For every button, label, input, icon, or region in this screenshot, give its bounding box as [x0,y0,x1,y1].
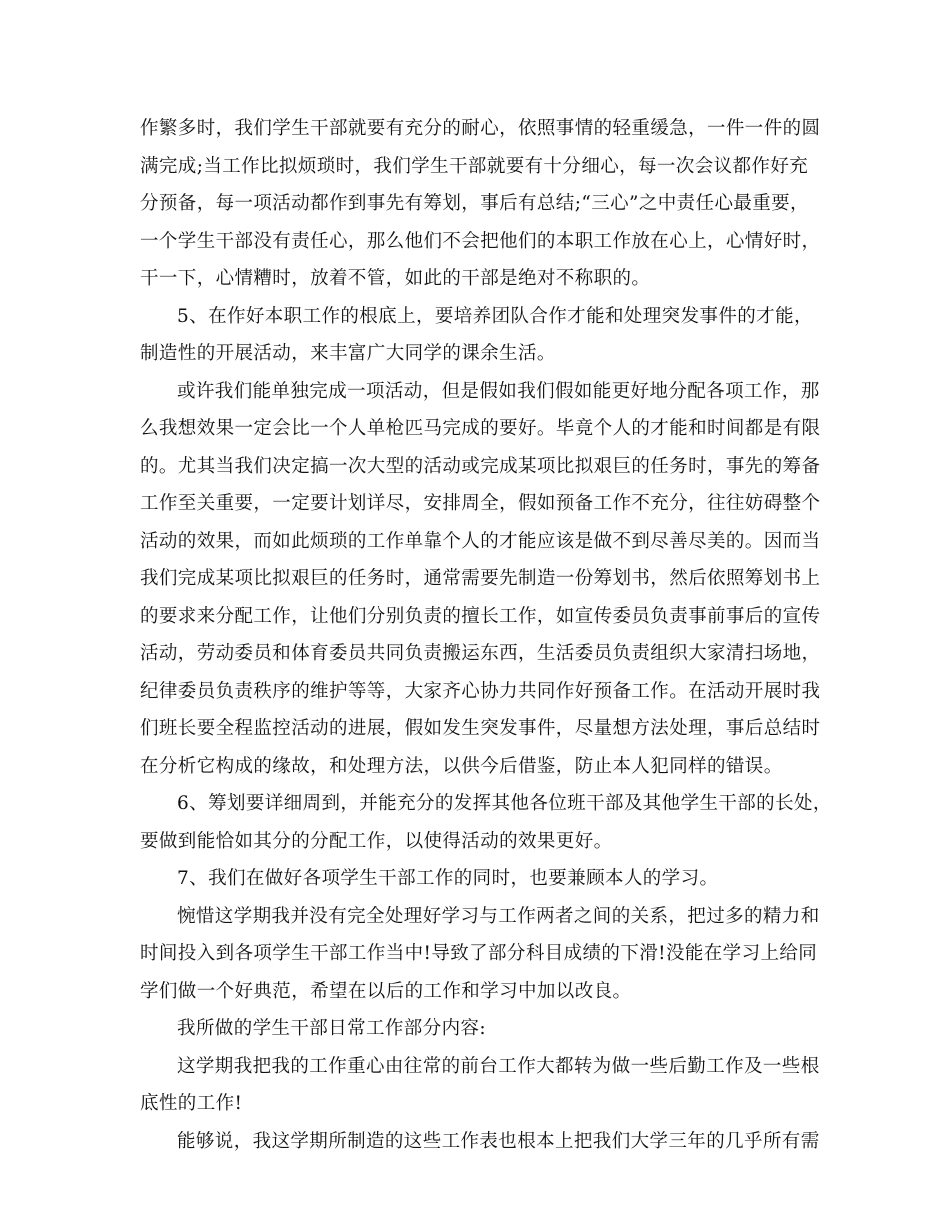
text-line: 作繁多时，我们学生干部就要有充分的耐心，依照事情的轻重缓急，一件一件的圆 [140,118,821,139]
text-line: 的。尤其当我们决定搞一次大型的活动或完成某项比拟艰巨的任务时，事先的筹备 [140,455,821,477]
text-line: 学们做一个好典范，希望在以后的工作和学习中加以改良。 [140,980,632,1002]
text-line: 惋惜这学期我并没有完全处理好学习与工作两者之间的关系，把过多的精力和 [177,905,820,927]
text-line: 活动，劳动委员和体育委员共同负责搬运东西，生活委员负责组织大家清扫场地， [140,643,821,664]
text-line: 底性的工作! [140,1093,243,1114]
text-line: 7、我们在做好各项学生干部工作的同时，也要兼顾本人的学习。 [177,868,719,889]
text-line: 或许我们能单独完成一项活动，但是假如我们假如能更好地分配各项工作，那 [177,380,820,402]
text-line: 工作至关重要，一定要计划详尽，安排周全，假如预备工作不充分，往往妨碍整个 [140,493,821,514]
text-line: 6、筹划要详细周到，并能充分的发挥其他各位班干部及其他学生干部的长处， [177,793,832,814]
text-line: 时间投入到各项学生干部工作当中!导致了部分科目成绩的下滑!没能在学习上给同 [140,943,818,964]
text-line: 一个学生干部没有责任心，那么他们不会把他们的本职工作放在心上，心情好时， [140,230,821,252]
text-line: 分预备，每一项活动都作到事先有筹划，事后有总结;“三心”之中责任心最重要， [140,193,809,214]
text-line: 纪律委员负责秩序的维护等等，大家齐心协力共同作好预备工作。在活动开展时我 [140,680,821,702]
text-line: 制造性的开展活动，来丰富广大同学的课余生活。 [140,343,556,364]
text-line: 我们完成某项比拟艰巨的任务时，通常需要先制造一份筹划书，然后依照筹划书上 [140,568,821,589]
text-line: 我所做的学生干部日常工作部分内容: [177,1018,487,1039]
document-body [140,110,832,1160]
text-line: 满完成;当工作比拟烦琐时，我们学生干部就要有十分细心，每一次会议都作好充 [140,155,809,177]
text-line: 活动的效果，而如此烦琐的工作单靠个人的才能应该是做不到尽善尽美的。因而当 [140,530,821,552]
text-line: 在分析它构成的缘故，和处理方法，以供今后借鉴，防止本人犯同样的错误。 [140,755,783,777]
text-line: 这学期我把我的工作重心由往常的前台工作大都转为做一些后勤工作及一些根 [177,1055,820,1077]
text-line: 的要求来分配工作，让他们分别负责的擅长工作，如宣传委员负责事前事后的宣传 [140,605,821,627]
text-line: 们班长要全程监控活动的进展，假如发生突发事件，尽量想方法处理，事后总结时 [140,718,821,739]
text-line: 干一下，心情糟时，放着不管，如此的干部是绝对不称职的。 [140,268,651,289]
text-line: 要做到能恰如其分的分配工作，以使得活动的效果更好。 [140,830,613,852]
text-line: 能够说，我这学期所制造的这些工作表也根本上把我们大学三年的几乎所有需 [177,1130,820,1152]
text-line: 5、在作好本职工作的根底上，要培养团队合作才能和处理突发事件的才能， [177,305,813,327]
text-line: 么我想效果一定会比一个人单枪匹马完成的要好。毕竟个人的才能和时间都是有限 [140,418,821,439]
